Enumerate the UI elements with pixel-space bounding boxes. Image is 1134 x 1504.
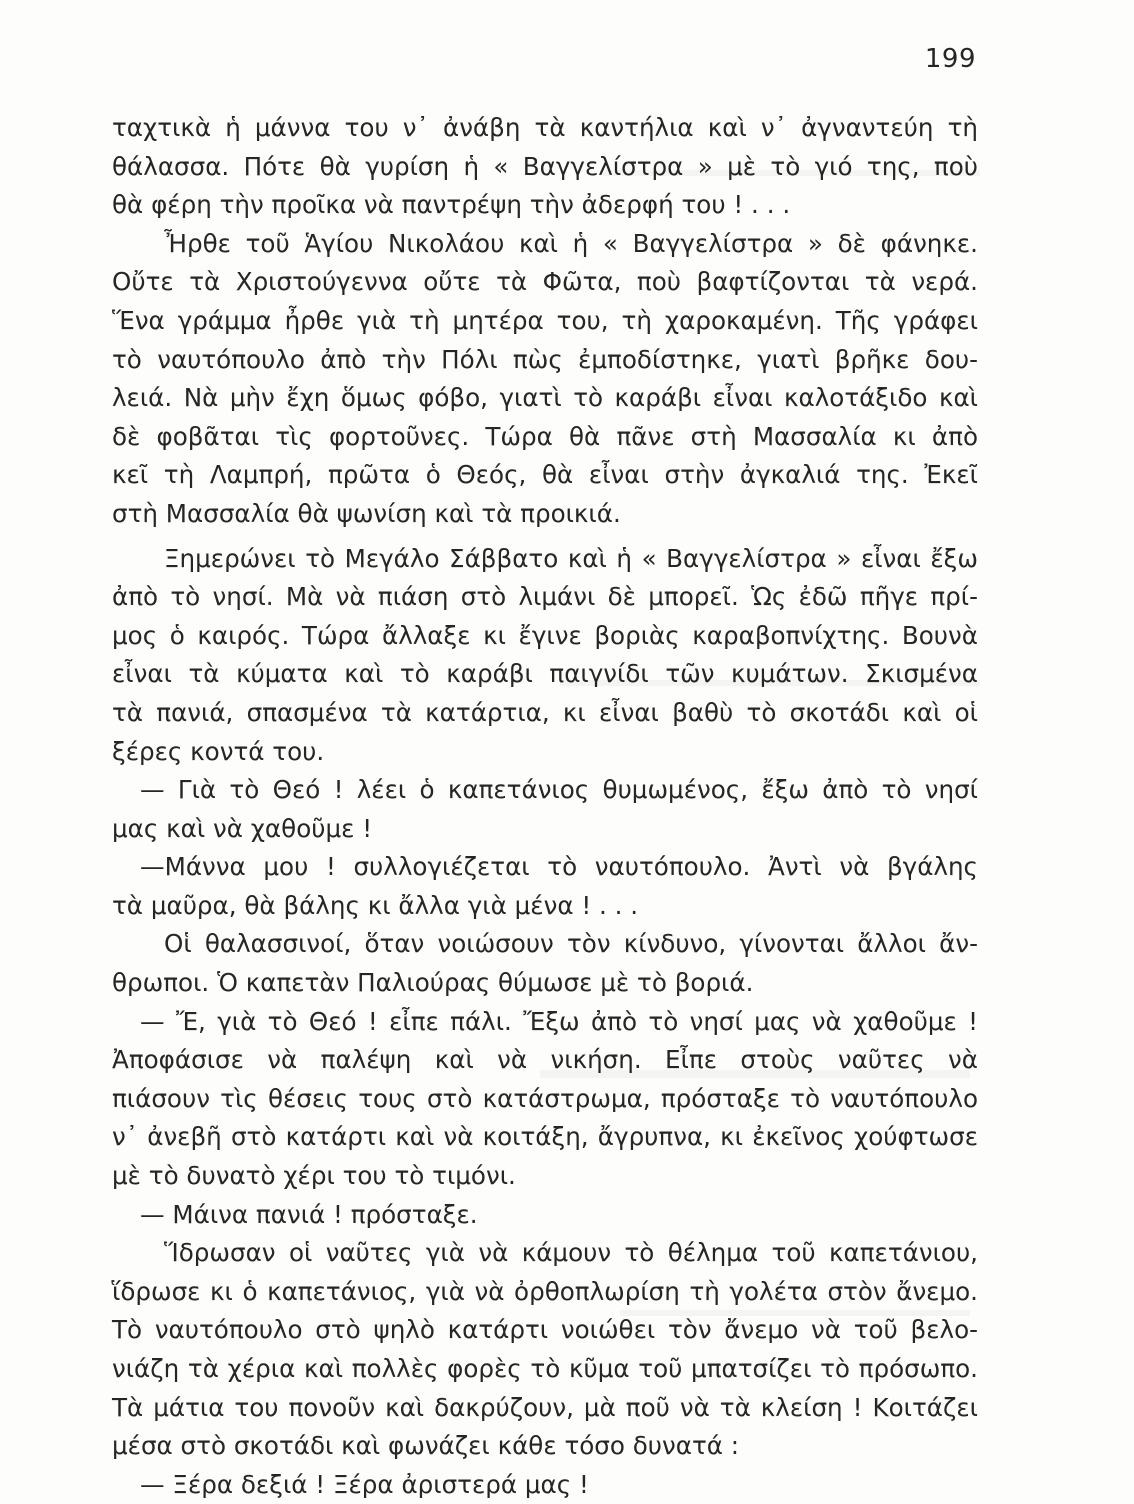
text-line: — Μάινα πανιά ! πρόσταξε.: [140, 1199, 478, 1229]
text-line: Οἱ θαλασσινοί, ὅταν νοιώσουν τὸν κίνδυνο, γίνονται ἄλλοι ἄν-: [164, 929, 978, 959]
text-line: εἶναι τὰ κύματα καὶ τὸ καράβι παιγνίδι τῶν κυμάτων. Σκισμένα: [112, 659, 978, 689]
text-line: θάλασσα. Πότε θὰ γυρίση ἡ « Βαγγελίστρα » μὲ τὸ γιό της, ποὺ: [112, 151, 978, 181]
text-line: ν᾽ ἀνεβῆ στὸ κατάρτι καὶ νὰ κοιτάξη, ἄγρυπνα, κι ἐκεῖνος χούφτωσε: [112, 1122, 978, 1152]
text-line: Ξημερώνει τὸ Μεγάλο Σάββατο καὶ ἡ « Βαγγελίστρα » εἶναι ἔξω: [164, 543, 978, 573]
text-line: κεῖ τὴ Λαμπρή, πρῶτα ὁ Θεός, θὰ εἶναι στὴν ἀγκαλιά της. Ἐκεῖ: [112, 460, 978, 490]
text-line: — Ξέρα δεξιά ! Ξέρα ἀριστερά μας !: [140, 1469, 589, 1499]
text-line: ταχτικὰ ἡ μάννα του ν᾽ ἀνάβη τὰ καντήλια καὶ ν᾽ ἀγναντεύη τὴ: [112, 113, 978, 142]
page-number: 199: [924, 44, 976, 74]
text-line: ἀπὸ τὸ νησί. Μὰ νὰ πιάση στὸ λιμάνι δὲ μπορεῖ. Ὡς ἐδῶ πῆγε πρί-: [112, 582, 978, 612]
text-line: νιάζη τὰ χέρια καὶ πολλὲς φορὲς τὸ κῦμα τοῦ μπατσίζει τὸ πρόσωπο.: [112, 1354, 978, 1383]
text-line: — Γιὰ τὸ Θεό ! λέει ὁ καπετάνιος θυμωμένος, ἔξω ἀπὸ τὸ νησί: [140, 775, 978, 805]
text-line: λειά. Νὰ μὴν ἔχη ὅμως φόβο, γιατὶ τὸ καράβι εἶναι καλοτάξιδο καὶ: [112, 383, 978, 413]
text-line: θρωποι. Ὁ καπετὰν Παλιούρας θύμωσε μὲ τὸ βοριά.: [112, 968, 754, 998]
text-line: τὸ ναυτόπουλο ἀπὸ τὴν Πόλι πὼς ἐμποδίστηκε, γιατὶ βρῆκε δου-: [112, 344, 978, 374]
text-line: θὰ φέρη τὴν προῖκα νὰ παντρέψη τὴν ἀδερφή του ! . . .: [112, 190, 791, 220]
text-line: Τὰ μάτια του πονοῦν καὶ δακρύζουν, μὰ ποῦ νὰ τὰ κλείση ! Κοιτάζει: [112, 1392, 978, 1422]
text-line: δὲ φοβᾶται τὶς φορτοῦνες. Τώρα θὰ πᾶνε στὴ Μασσαλία κι ἀπὸ: [112, 421, 978, 451]
text-line: μὲ τὸ δυνατὸ χέρι του τὸ τιμόνι.: [112, 1161, 516, 1191]
text-line: τὰ μαῦρα, θὰ βάλης κι ἄλλα γιὰ μένα ! . . .: [112, 890, 639, 920]
text-line: μας καὶ νὰ χαθοῦμε !: [112, 813, 373, 843]
text-line: Ἕνα γράμμα ἦρθε γιὰ τὴ μητέρα του, τὴ χαροκαμένη. Τῆς γράφει: [112, 305, 978, 335]
text-line: Ἦρθε τοῦ Ἁγίου Νικολάου καὶ ἡ « Βαγγελίστρα » δὲ φάνηκε.: [164, 228, 978, 258]
body-text: [112, 109, 978, 1504]
text-line: Ἀποφάσισε νὰ παλέψη καὶ νὰ νικήση. Εἶπε στοὺς ναῦτες νὰ: [112, 1045, 978, 1075]
text-line: στὴ Μασσαλία θὰ ψωνίση καὶ τὰ προικιά.: [112, 498, 621, 528]
text-line: Τὸ ναυτόπουλο στὸ ψηλὸ κατάρτι νοιώθει τὸν ἄνεμο νὰ τοῦ βελο-: [112, 1315, 978, 1345]
text-line: μέσα στὸ σκοτάδι καὶ φωνάζει κάθε τόσο δυνατά :: [112, 1431, 740, 1461]
text-line: —Μάννα μου ! συλλογιέζεται τὸ ναυτόπουλο. Ἀντὶ νὰ βγάλης: [140, 852, 978, 882]
text-line: — Ἔ, γιὰ τὸ Θεό ! εἶπε πάλι. Ἔξω ἀπὸ τὸ νησί μας νὰ χαθοῦμε !: [140, 1006, 978, 1036]
text-line: ἵδρωσε κι ὁ καπετάνιος, γιὰ νὰ ὀρθοπλωρίση τὴ γολέτα στὸν ἄνεμο.: [112, 1276, 978, 1306]
text-line: Ἵδρωσαν οἱ ναῦτες γιὰ νὰ κάμουν τὸ θέλημα τοῦ καπετάνιου,: [164, 1238, 978, 1268]
text-line: μος ὁ καιρός. Τώρα ἄλλαξε κι ἔγινε βοριὰς καραβοπνίχτης. Βουνὰ: [112, 620, 978, 650]
text-line: ξέρες κοντά του.: [112, 736, 325, 766]
text-line: πιάσουν τὶς θέσεις τους στὸ κατάστρωμα, πρόσταξε τὸ ναυτόπουλο: [112, 1083, 978, 1113]
text-line: τὰ πανιά, σπασμένα τὰ κατάρτια, κι εἶναι βαθὺ τὸ σκοτάδι καὶ οἱ: [112, 697, 978, 727]
text-line: Οὔτε τὰ Χριστούγεννα οὔτε τὰ Φῶτα, ποὺ βαφτίζονται τὰ νερά.: [112, 267, 978, 297]
